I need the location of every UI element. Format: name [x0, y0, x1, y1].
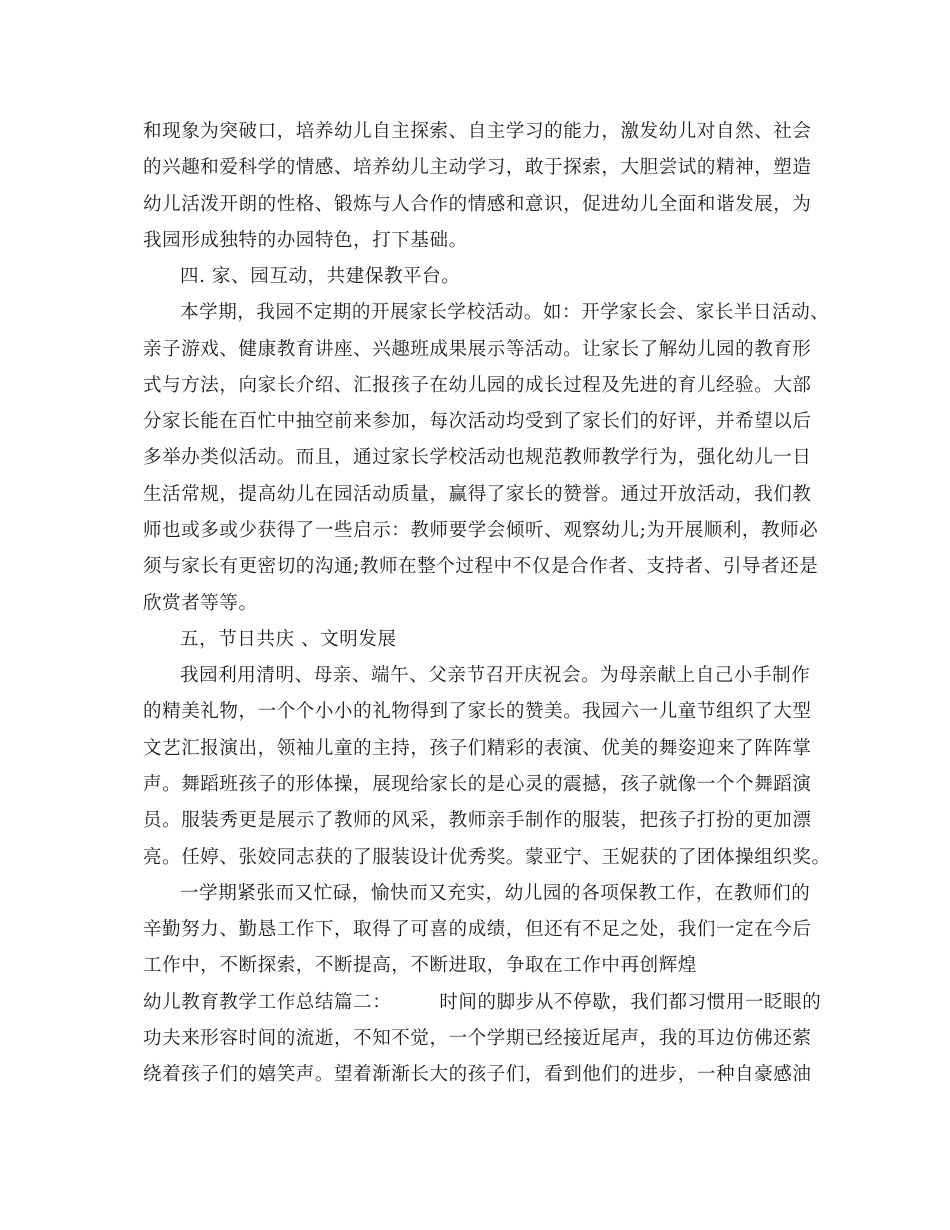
text-line: 员。服装秀更是展示了教师的风采，教师亲手制作的服装，把孩子打扮的更加漂 — [143, 810, 812, 831]
text-line: 的精美礼物，一个个小小的礼物得到了家长的赞美。我园六一儿童节组织了大型 — [143, 701, 812, 722]
text-line: 功夫来形容时间的流逝，不知不觉，一个学期已经接近尾声，我的耳边仿佛还萦 — [143, 1028, 812, 1049]
text-line: 我园形成独特的办园特色，打下基础。 — [143, 230, 468, 251]
text-line: 声。舞蹈班孩子的形体操，展现给家长的是心灵的震撼，孩子就像一个个舞蹈演 — [143, 774, 812, 795]
text-line: 亮。任婷、张姣同志获的了服装设计优秀奖。蒙亚宁、王妮获的了团体操组织奖。 — [143, 847, 831, 868]
text-line: 的兴趣和爱科学的情感、培养幼儿主动学习，敢于探索，大胆尝试的精神，塑造 — [143, 157, 812, 178]
text-line: 师也或多或少获得了一些启示：教师要学会倾听、观察幼儿;为开展顺利，教师必 — [143, 520, 819, 541]
section-heading: 四. 家、园互动，共建保教平台。 — [180, 266, 461, 287]
part2-first-line: 时间的脚步从不停歇，我们都习惯用一眨眼的 — [439, 992, 822, 1013]
text-line: 欣赏者等等。 — [143, 593, 258, 614]
text-line: 亲子游戏、健康教育讲座、兴趣班成果展示等活动。让家长了解幼儿园的教育形 — [143, 339, 812, 360]
text-line: 式与方法，向家长介绍、汇报孩子在幼儿园的成长过程及先进的育儿经验。大部 — [143, 375, 812, 396]
text-line: 生活常规，提高幼儿在园活动质量，赢得了家长的赞誉。通过开放活动，我们教 — [143, 484, 812, 505]
section-heading: 五，节日共庆 、文明发展 — [180, 629, 397, 650]
text-line: 幼儿活泼开朗的性格、锻炼与人合作的情感和意识，促进幼儿全面和谐发展，为 — [143, 194, 812, 215]
text-line: 多举办类似活动。而且，通过家长学校活动也规范教师教学行为，强化幼儿一日 — [143, 447, 812, 468]
part2-heading: 幼儿教育教学工作总结篇二： — [143, 992, 392, 1013]
text-line: 辛勤努力、勤恳工作下，取得了可喜的成绩，但还有不足之处，我们一定在今后 — [143, 919, 812, 940]
paragraph-start: 我园利用清明、母亲、端午、父亲节召开庆祝会。为母亲献上自己小手制作 — [180, 665, 811, 686]
part2-first-row — [143, 991, 821, 1015]
text-line: 工作中，不断探索，不断提高，不断进取，争取在工作中再创辉煌 — [143, 955, 697, 976]
text-line: 和现象为突破口，培养幼儿自主探索、自主学习的能力，激发幼儿对自然、社会 — [143, 121, 812, 142]
text-line: 绕着孩子们的嬉笑声。望着渐渐长大的孩子们，看到他们的进步，一种自豪感油 — [143, 1064, 812, 1085]
text-line: 分家长能在百忙中抽空前来参加，每次活动均受到了家长们的好评，并希望以后 — [143, 411, 812, 432]
text-line: 文艺汇报演出，领袖儿童的主持，孩子们精彩的表演、优美的舞姿迎来了阵阵掌 — [143, 738, 812, 759]
text-line: 须与家长有更密切的沟通;教师在整个过程中不仅是合作者、支持者、引导者还是 — [143, 556, 819, 577]
paragraph-start: 本学期，我园不定期的开展家长学校活动。如：开学家长会、家长半日活动、 — [180, 302, 830, 323]
paragraph-start: 一学期紧张而又忙碌，愉快而又充实，幼儿园的各项保教工作，在教师们的 — [180, 883, 811, 904]
